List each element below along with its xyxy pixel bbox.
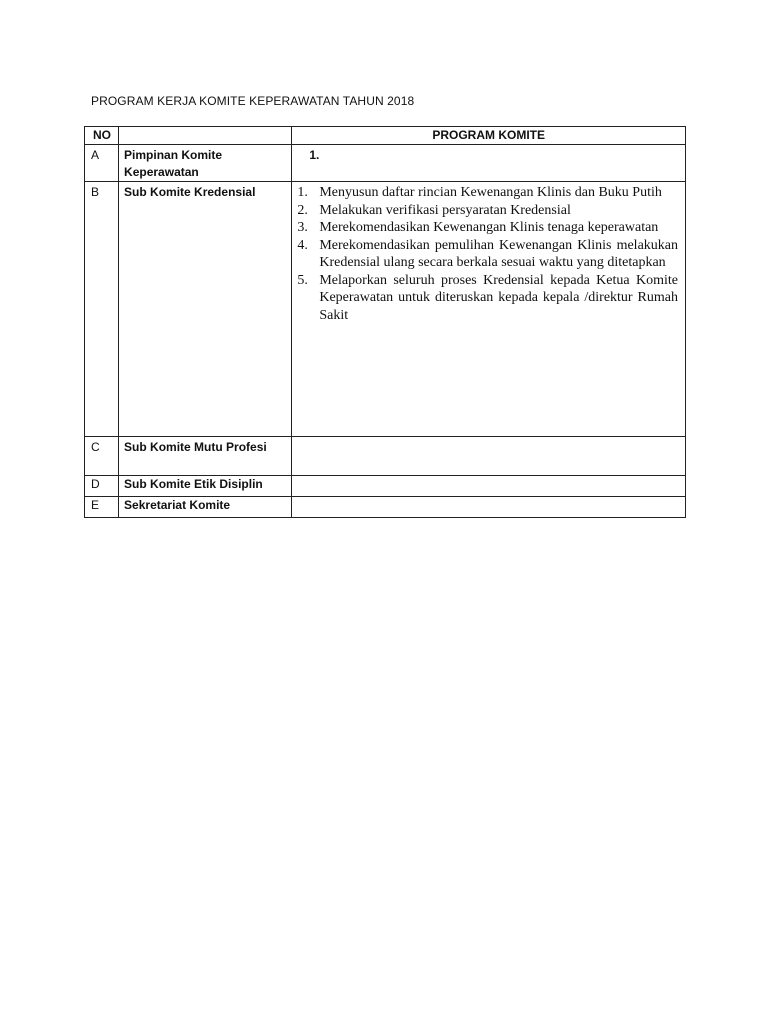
program-item-number: 4. <box>297 237 308 253</box>
row-no: C <box>85 437 119 476</box>
program-item-text: Merekomendasikan pemulihan Kewenangan Klinis melakukan Kredensial ulang secara berkala sesuai waktu yang ditetapkan <box>319 237 678 270</box>
program-item <box>297 184 678 202</box>
table-row <box>85 497 686 518</box>
row-program <box>292 476 686 497</box>
row-no: B <box>85 182 119 437</box>
program-item-text: Melakukan verifikasi persyaratan Kredensial <box>319 202 571 218</box>
row-unit: Sub Komite Kredensial <box>119 182 292 437</box>
table-row <box>85 182 686 437</box>
program-item-text: Menyusun daftar rincian Kewenangan Klinis dan Buku Putih <box>319 185 662 200</box>
row-unit: Sub Komite Mutu Profesi <box>119 437 292 476</box>
program-list <box>297 184 678 324</box>
row-no: E <box>85 497 119 518</box>
table-header-row <box>85 127 686 145</box>
row-unit: Sub Komite Etik Disiplin <box>119 476 292 497</box>
row-program <box>292 182 686 437</box>
row-no: A <box>85 145 119 182</box>
table-row <box>85 476 686 497</box>
program-item <box>297 272 678 325</box>
program-placeholder-number: 1. <box>309 148 320 162</box>
header-program: PROGRAM KOMITE <box>292 127 686 145</box>
program-item-number: 2. <box>297 202 308 218</box>
row-program <box>292 145 686 182</box>
program-item-text: Merekomendasikan Kewenangan Klinis tenaga keperawatan <box>319 220 659 235</box>
program-item-number: 3. <box>297 220 308 235</box>
program-item-text: Melaporkan seluruh proses Kredensial kepada Ketua Komite Keperawatan untuk diteruskan kepada kepala /direktur Rumah Sakit <box>319 272 678 323</box>
table-row <box>85 145 686 182</box>
row-unit: Sekretariat Komite <box>119 497 292 518</box>
program-item-number: 1. <box>297 185 308 200</box>
row-program <box>292 437 686 476</box>
row-program <box>292 497 686 518</box>
program-table <box>84 126 686 518</box>
header-no: NO <box>85 127 119 145</box>
program-item <box>297 202 678 220</box>
program-item <box>297 237 678 272</box>
program-item-number: 5. <box>297 272 308 288</box>
document-title: PROGRAM KERJA KOMITE KEPERAWATAN TAHUN 2018 <box>91 94 415 108</box>
table-row <box>85 437 686 476</box>
header-empty <box>119 127 292 145</box>
program-item <box>297 219 678 237</box>
row-unit: Pimpinan Komite Keperawatan <box>119 145 292 182</box>
row-no: D <box>85 476 119 497</box>
